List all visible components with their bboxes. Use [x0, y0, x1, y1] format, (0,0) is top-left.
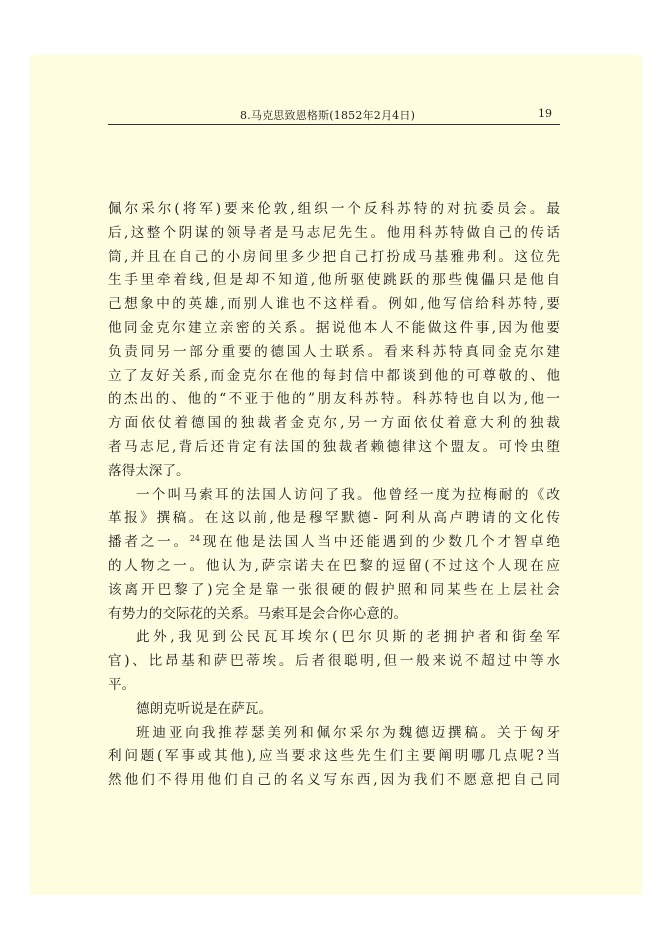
text-line: 后,这整个阴谋的领导者是马志尼先生。他用科苏特做自己的传话: [108, 224, 560, 241]
text-segment: 播者之一。: [108, 534, 190, 551]
text-line: 己想象中的英雄,而别人谁也不这样看。例如,他写信给科苏特,要: [108, 296, 560, 313]
text-line: 筒,并且在自己的小房间里多少把自己打扮成马基雅弗利。这位先: [108, 248, 560, 265]
paragraph: [108, 722, 560, 793]
text-line: 德朗克听说是在萨瓦。: [136, 700, 272, 717]
text-line: 班迪亚向我推荐瑟美列和佩尔采尔为魏德迈撰稿。关于匈牙: [136, 724, 560, 741]
text-line: 一个叫马索耳的法国人访问了我。他曾经一度为拉梅耐的《改: [136, 486, 560, 503]
text-line: 有势力的交际花的关系。马索耳是会合你心意的。: [108, 605, 408, 622]
text-line: 他同金克尔建立亲密的关系。据说他本人不能做这件事,因为他要: [108, 319, 560, 336]
text-line: 然他们不得用他们自己的名义写东西,因为我们不愿意把自己同: [108, 772, 560, 789]
text-line: 者马志尼,背后还肯定有法国的独裁者赖德律这个盟友。可怜虫堕: [108, 438, 560, 455]
body-text: [108, 198, 560, 793]
text-line: 方面依仗着德国的独裁者金克尔,另一方面依仗着意大利的独裁: [108, 415, 560, 432]
paragraph: [108, 698, 560, 722]
text-line: 负责同另一部分重要的德国人士联系。看来科苏特真同金克尔建: [108, 343, 560, 360]
text-segment: 现在他是法国人当中还能遇到的少数几个才智卓绝: [200, 534, 560, 551]
text-line: 的杰出的、他的“不亚于他的”朋友科苏特。科苏特也自以为,他一: [108, 391, 560, 408]
text-line: 此外,我见到公民瓦耳埃尔(巴尔贝斯的老拥护者和街垒军: [136, 629, 560, 646]
header-title: 8.马克思致恩格斯(1852年2月4日): [240, 109, 416, 122]
text-line: 立了友好关系,而金克尔在他的每封信中都谈到他的可尊敬的、他: [108, 367, 560, 384]
paragraph: [108, 198, 560, 484]
text-line: 该离开巴黎了)完全是靠一张很硬的假护照和同某些在上层社会: [108, 581, 560, 598]
paragraph: [108, 484, 560, 627]
text-line: 佩尔采尔(将军)要来伦敦,组织一个反科苏特的对抗委员会。最: [108, 201, 560, 217]
text-line: 官)、比昂基和萨巴蒂埃。后者很聪明,但一般来说不超过中等水: [108, 653, 560, 670]
text-line: 平。: [108, 676, 136, 693]
text-line: 利问题(军事或其他),应当要求这些先生们主要阐明哪几点呢?当: [108, 748, 560, 765]
footnote-ref[interactable]: 24: [189, 534, 201, 544]
page-number: 19: [538, 107, 552, 120]
running-header: [108, 104, 560, 125]
text-line: 落得太深了。: [108, 462, 190, 479]
paragraph: [108, 626, 560, 697]
text-line: 生手里牵着线,但是却不知道,他所驱使跳跃的那些傀儡只是他自: [108, 272, 560, 289]
text-line: 的人物之一。他认为,萨宗诺夫在巴黎的逗留(不过这个人现在应: [108, 557, 560, 574]
text-line: [108, 531, 560, 555]
text-line: 革报》撰稿。在这以前,他是穆罕默德- 阿利从高卢聘请的文化传: [108, 510, 560, 527]
